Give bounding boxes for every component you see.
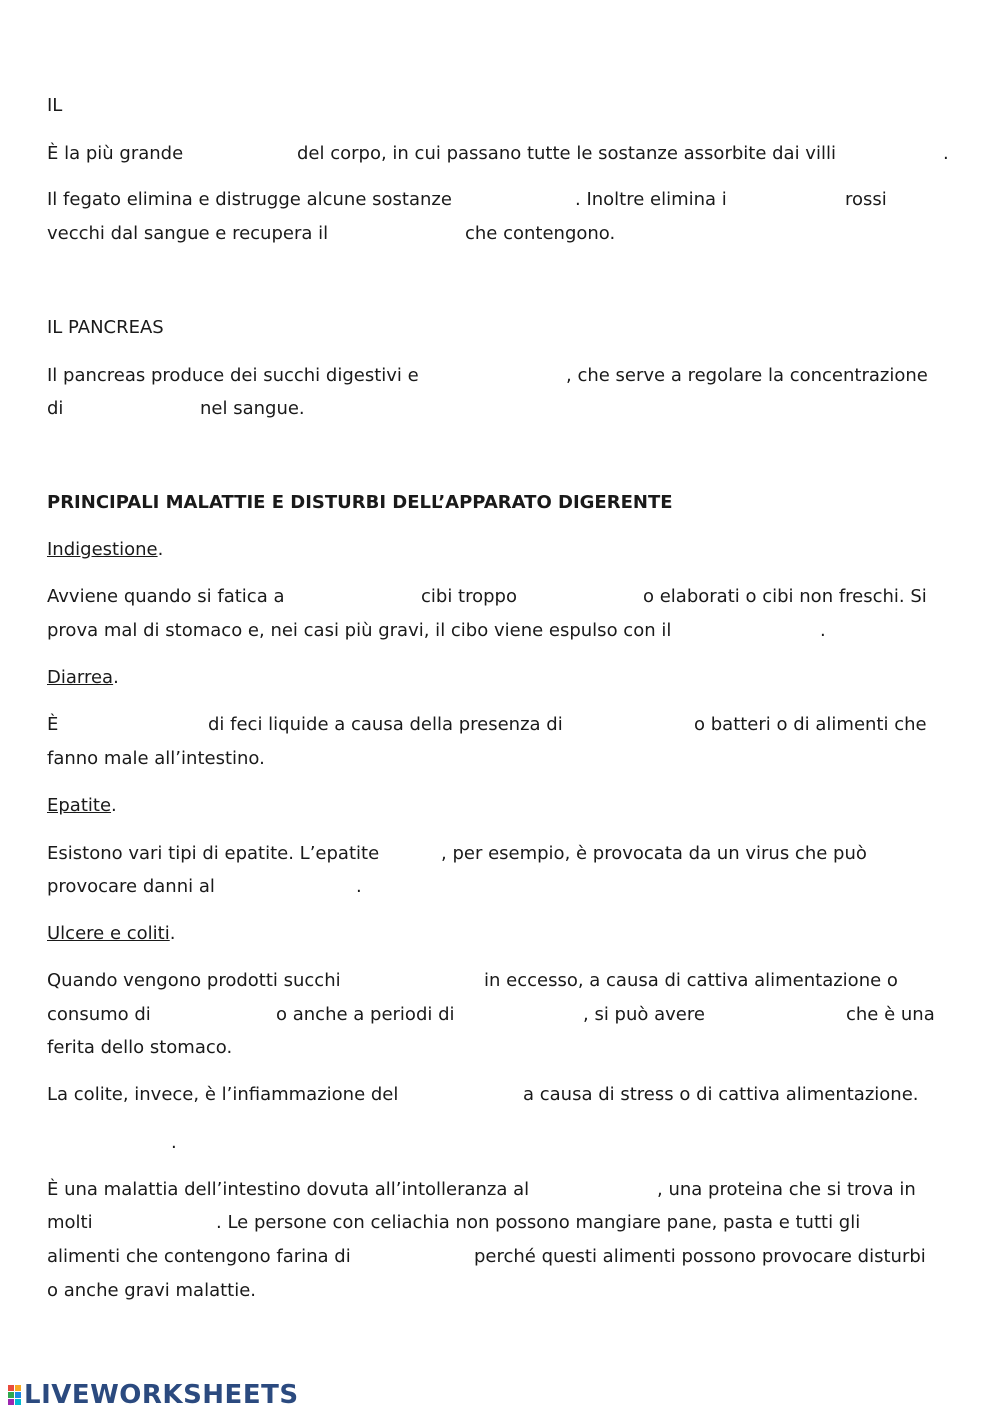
brand-name: LIVEWORKSHEETS	[24, 1380, 299, 1410]
text: , per esempio, è provocata da un virus che può	[441, 843, 867, 864]
liveworksheets-logo[interactable]	[8, 1380, 299, 1410]
text: fanno male all’intestino.	[47, 748, 265, 769]
logo-icon	[8, 1385, 21, 1405]
text: Esistono vari tipi di epatite. L’epatite	[47, 843, 380, 864]
text: . Le persone con celiachia non possono mangiare pane, pasta e tutti gli	[216, 1212, 861, 1233]
blank-input[interactable]	[696, 617, 816, 645]
text: di	[47, 398, 64, 419]
blank-input[interactable]	[435, 362, 563, 390]
blank-input[interactable]	[412, 1081, 516, 1109]
text: , si può avere	[583, 1004, 705, 1025]
blank-input[interactable]	[296, 583, 416, 611]
blank-input[interactable]	[100, 1209, 210, 1237]
text: , una proteina che si trova in	[657, 1179, 916, 1200]
subtitle-ulcere: Ulcere e coliti.	[47, 923, 176, 944]
blank-input[interactable]	[576, 711, 688, 739]
text: È	[47, 714, 59, 735]
logo-square	[15, 1385, 21, 1391]
text: perché questi alimenti possono provocare disturbi	[474, 1246, 926, 1267]
text: . Inoltre elimina i	[575, 189, 727, 210]
text: provocare danni al	[47, 876, 215, 897]
blank-input-title[interactable]	[47, 1129, 167, 1157]
section-title-fegato: IL	[47, 95, 63, 116]
text: È la più grande	[47, 143, 184, 164]
blank-input[interactable]	[466, 1001, 578, 1029]
text: di feci liquide a causa della presenza di	[208, 714, 563, 735]
subtitle-epatite: Epatite.	[47, 795, 117, 816]
text: molti	[47, 1212, 93, 1233]
text: , che serve a regolare la concentrazione	[566, 365, 928, 386]
text: .	[356, 876, 362, 897]
blank-input[interactable]	[740, 186, 840, 214]
blank-input[interactable]	[856, 140, 940, 168]
blank-input[interactable]	[716, 1001, 840, 1029]
subtitle-diarrea: Diarrea.	[47, 667, 119, 688]
text: del corpo, in cui passano tutte le sostanze assorbite dai villi	[297, 143, 836, 164]
section-title-pancreas: IL PANCREAS	[47, 317, 164, 338]
text: La colite, invece, è l’infiammazione del	[47, 1084, 399, 1105]
subtitle-indigestione: Indigestione.	[47, 539, 164, 560]
blank-input[interactable]	[160, 1001, 270, 1029]
text: nel sangue.	[200, 398, 305, 419]
logo-square	[8, 1392, 14, 1398]
text: che è una	[846, 1004, 935, 1025]
logo-square	[8, 1399, 14, 1405]
text: consumo di	[47, 1004, 151, 1025]
blank-input[interactable]	[546, 1176, 652, 1204]
logo-square	[8, 1385, 14, 1391]
text: cibi troppo	[421, 586, 517, 607]
blank-input[interactable]	[392, 840, 438, 868]
blank-input[interactable]	[468, 186, 572, 214]
text: a causa di stress o di cattiva alimentazione.	[523, 1084, 919, 1105]
text: Il pancreas produce dei succhi digestivi e	[47, 365, 419, 386]
text: prova mal di stomaco e, nei casi più gravi, il cibo viene espulso con il	[47, 620, 672, 641]
blank-input[interactable]	[226, 873, 352, 901]
text: o anche gravi malattie.	[47, 1280, 257, 1301]
text: o batteri o di alimenti che	[694, 714, 927, 735]
blank-input[interactable]	[525, 583, 637, 611]
section-heading-malattie: PRINCIPALI MALATTIE E DISTURBI DELL’APPARATO DIGERENTE	[47, 492, 673, 513]
text: o anche a periodi di	[276, 1004, 455, 1025]
text: ferita dello stomaco.	[47, 1037, 233, 1058]
text: rossi	[845, 189, 887, 210]
blank-input[interactable]	[364, 1243, 468, 1271]
text: .	[820, 620, 826, 641]
blank-input[interactable]	[70, 395, 196, 423]
text: È una malattia dell’intestino dovuta all’intolleranza al	[47, 1179, 530, 1200]
text: Il fegato elimina e distrugge alcune sostanze	[47, 189, 452, 210]
text: .	[171, 1132, 177, 1153]
text: Quando vengono prodotti succhi	[47, 970, 341, 991]
text: .	[943, 143, 949, 164]
logo-square	[15, 1399, 21, 1405]
text: in eccesso, a causa di cattiva alimentazione o	[484, 970, 898, 991]
text: alimenti che contengono farina di	[47, 1246, 351, 1267]
blank-input[interactable]	[354, 967, 478, 995]
blank-input[interactable]	[340, 220, 460, 248]
blank-input[interactable]	[190, 140, 294, 168]
text: o elaborati o cibi non freschi. Si	[643, 586, 927, 607]
logo-square	[15, 1392, 21, 1398]
text: vecchi dal sangue e recupera il	[47, 223, 329, 244]
text: Avviene quando si fatica a	[47, 586, 285, 607]
blank-input[interactable]	[66, 711, 202, 739]
text: che contengono.	[465, 223, 616, 244]
